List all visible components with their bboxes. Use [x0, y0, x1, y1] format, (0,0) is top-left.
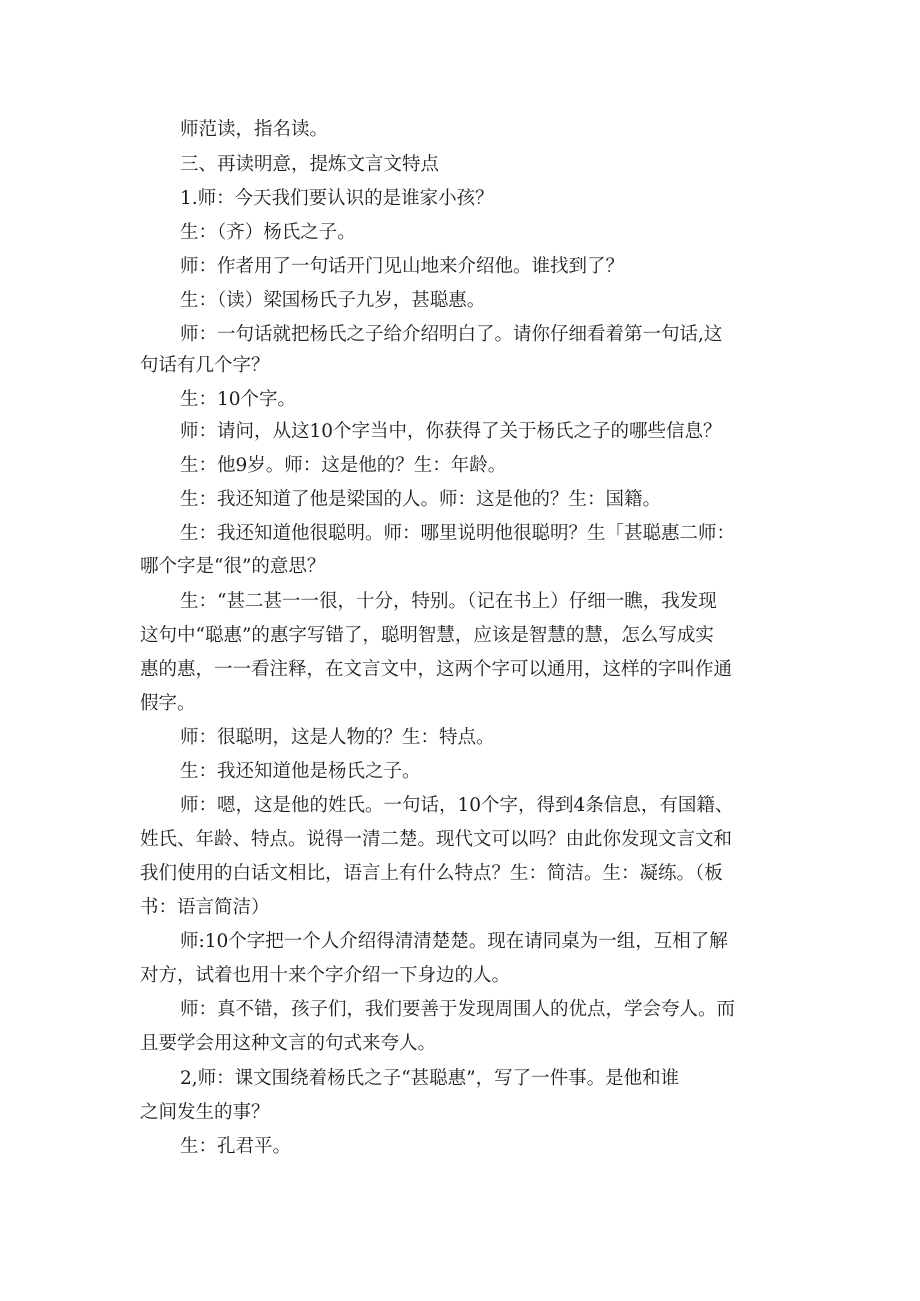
- text-line: 生：10个字。: [180, 389, 297, 410]
- text-line: 姓氏、年龄、特点。说得一清二楚。现代文可以吗？由此你发现文言文和: [140, 829, 733, 850]
- text-line: 2,师：课文围绕着杨氏之子“甚聪惠”，写了一件事。是他和谁: [180, 1068, 680, 1089]
- text-line: 1.师：今天我们要认识的是谁家小孩？: [180, 188, 494, 209]
- text-line: 师:10个字把一个人介绍得清清楚楚。现在请同桌为一组，互相了解: [180, 931, 728, 952]
- text-line: 生：“甚二甚一一很，十分，特别。（记在书上）仔细一瞧，我发现: [180, 591, 717, 612]
- text-line: 师：真不错，孩子们，我们要善于发现周围人的优点，学会夸人。而: [180, 999, 736, 1020]
- text-line: 且要学会用这种文言的句式来夸人。: [140, 1033, 437, 1054]
- text-line: 生：（读）梁国杨氏子九岁，甚聪惠。: [180, 290, 486, 311]
- section-heading: 三、再读明意，提炼文言文特点: [180, 154, 440, 175]
- text-line: 生：孔君平。: [180, 1136, 292, 1157]
- text-line: 师：一句话就把杨氏之子给介绍明白了。请你仔细看着第一句话,这: [180, 324, 723, 345]
- text-line: 惠的惠，一一看注释，在文言文中，这两个字可以通用，这样的字叫作通: [140, 659, 733, 680]
- text-line: 师：很聪明，这是人物的？生：特点。: [180, 727, 495, 748]
- text-line: 句话有几个字？: [140, 355, 270, 376]
- text-line: 师：嗯，这是他的姓氏。一句话，10个字，得到4条信息，有国籍、: [180, 795, 734, 816]
- text-line: 对方，试着也用十来个字介绍一下身边的人。: [140, 965, 511, 986]
- text-line: 书：语言简洁）: [140, 897, 270, 918]
- text-line: 生：我还知道他是杨氏之子。: [180, 761, 421, 782]
- text-line: 生：我还知道他很聪明。师：哪里说明他很聪明？生「甚聪惠二师：: [180, 523, 736, 544]
- text-line: 师：请问，从这10个字当中，你获得了关于杨氏之子的哪些信息？: [180, 421, 722, 442]
- text-line: 哪个字是“很”的意思？: [140, 556, 326, 577]
- text-line: 这句中“聪惠”的惠字写错了，聪明智慧，应该是智慧的慧，怎么写成实: [140, 625, 714, 646]
- text-line: 假字。: [140, 693, 196, 714]
- text-line: 我们使用的白话文相比，语言上有什么特点？生：简洁。生：凝练。（板: [140, 863, 723, 884]
- text-line: 师范读，指名读。: [180, 119, 329, 140]
- text-line: 生：我还知道了他是梁国的人。师：这是他的？生：国籍。: [180, 489, 662, 510]
- text-line: 师：作者用了一句话开门见山地来介绍他。谁找到了？: [180, 256, 625, 277]
- text-line: 生：（齐）杨氏之子。: [180, 222, 356, 243]
- text-line: 生：他9岁。师：这是他的？生：年龄。: [180, 455, 507, 476]
- text-line: 之间发生的事？: [140, 1102, 270, 1123]
